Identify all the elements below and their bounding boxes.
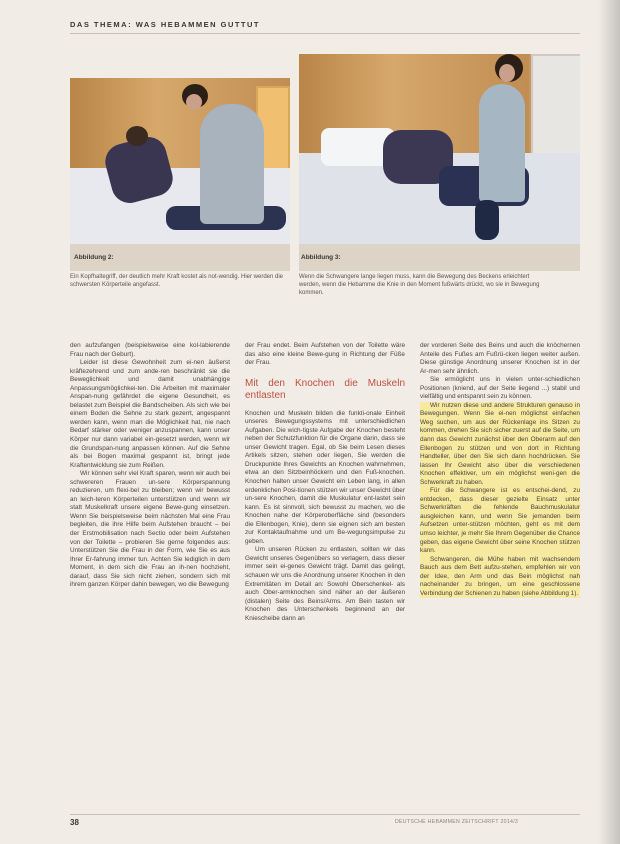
highlighted-paragraph: Wir nutzen diese und andere Strukturen genauso in Bewegungen. Wenn Sie ei-nen möglichst einfachen Weg suchen, um aus der Rückenlage ins Sitzen zu kommen, drehen Sie sich sicher zuerst auf die Seite, um dann das Gewicht zunächst über den Oberarm auf den Ellenbogen zu stützen und von dort in Richtung Handteller, über den Sie sich dann hochdrücken. Sie lassen Ihr Gewicht also über die verschiedenen Knochen effektiver, um ein möglichst weni-gen die Schwerkraft zu haben. <box>420 401 580 486</box>
paragraph: Knochen und Muskeln bilden die funkti-onale Einheit unseres Bewegungssystems mit unterschiedlichen Aufgaben. Die wich-tigste Aufgabe der Knochen besteht neben der Schutzfunktion für die Organe darin, dass sie unser Gewicht tragen. Egal, ob Sie beim Lesen dieses Artikels sitzen, stehen oder liegen, Sie werden die Druckpunkte Ihres Gewichts an Knochen wahrnehmen, etwa an den Sitzbeinhöckern und den Fuß-knochen. Knochen halten unser Gewicht ein Leben lang, in allen erdenklichen Posi-tionen stützen wir unser Gewicht über un-sere Knochen, damit die Muskulatur ent-lastet sein kann. Es ist sinnvoll, sich bewusst zu machen, wo die Knochen nahe der Körperoberfläche sind (besonders die Ellenbogen, Knie), denn sie eignen sich am besten zur Kontaktaufnahme und um Be-wegungsimpulse zu geben. <box>245 409 405 545</box>
figure-3-photo <box>299 54 580 244</box>
footer-rule <box>70 814 580 815</box>
header-title: WAS HEBAMMEN GUTTUT <box>135 20 261 29</box>
footer-source: DEUTSCHE HEBAMMEN ZEITSCHRIFT 2014/3 <box>395 819 519 825</box>
text-column-3 <box>420 342 580 598</box>
figure-3-label: Abbildung 3: <box>301 254 341 261</box>
figure-2-label: Abbildung 2: <box>74 254 114 261</box>
figure-3-caption-block <box>299 244 580 271</box>
figure-3-caption: Wenn die Schwangere lange liegen muss, kann die Bewegung des Beckens erleichtert werden, wenn die Hebamme die Knie in den Moment fußwärts drückt, wo sie in Bewegung kommen. <box>299 274 540 296</box>
text-column-1 <box>70 342 230 590</box>
highlighted-paragraph: Für die Schwangere ist es entschei-dend, zu entdecken, dass dieser gezielte Einsatz unter Schwerkräften die fehlende Bauchmuskulatur ausgleichen kann, und wenn Sie jemanden beim Aufsetzen unter-stützen möchten, geht es mit dem umso leichter, je mehr Sie Ihrem Gegenüber die Chance geben, das eigene Gewicht über seine Knochen stützen kann. <box>420 487 580 555</box>
text-column-2 <box>245 342 405 623</box>
figure-2-photo <box>70 78 290 244</box>
paragraph: der Frau endet. Beim Aufstehen von der Toilette wäre das also eine kleine Bewe-gung in Richtung der Füße der Frau. <box>245 342 405 367</box>
paragraph: Um unseren Rücken zu entlasten, sollten wir das Gewicht unseres Gegenübers so verlagern, dass dieser immer sein ei-genes Gewicht trägt. Damit das gelingt, schauen wir uns die Anordnung unserer Knochen in den Extremitäten im Detail an: Sowohl Oberschenkel- als auch Ober-armknochen sind näher an der äußeren (distalen) Seite des Beins/Arms. Am Bein tasten wir Knochen des Unterschenkels beginnend an der Kniescheibe dann an <box>245 546 405 622</box>
paragraph: Wir können sehr viel Kraft sparen, wenn wir auch bei schwereren Frauen un-sere Körperspannung reduzieren, um flexi-bel zu bleiben; wenn wir bewusst an leich-teren Körperteilen unterstützen und wenn wir statt Muskelkraft unsere eigene Bewe-gung einsetzen. Wenn Sie beispielsweise beim nächsten Mal eine Frau begleiten, die ihre Hilfe beim Aufstehen braucht – bei der Erstmobilisation nach Sectio oder beim Aufstehen von der Toilette – probieren Sie gerne folgendes aus: Unterstützen Sie die Frau in der Form, wie Sie es aus Ihrer Er-fahrung immer tun. Achten Sie lediglich in dem Moment, in dem sich die Frau an ih-nen hochzieht, darauf, dass Sie sich nicht ziehen, sondern sich mit ihrem ganzen Körper dahin bewegen, wo die Bewegung <box>70 470 230 589</box>
header-prefix: DAS THEMA: <box>70 20 133 29</box>
figure-2-caption: Ein Kopfhaltegriff, der deutlich mehr Kraft kostet als not-wendig. Hier werden die schwersten Körperteile angefasst. <box>70 274 283 288</box>
paragraph: der vorderen Seite des Beins und auch die knöchernen Anteile des Fußes am Fußrü-cken liegen weiter außen. Diese günstige Anordnung unserer Knochen ist in der Ar-men sehr ähnlich. <box>420 342 580 375</box>
page-number: 38 <box>70 818 79 827</box>
header-rule <box>70 33 580 34</box>
running-header <box>70 20 260 29</box>
highlighted-paragraph: Schwangeren, die Mühe haben mit wachsendem Bauch aus dem Bett aufzu-stehen, empfehlen wir von der Idee, den Arm und das Bein möglichst nah nacheinander zu bringen, um eine geschlossene Verbindung der Schienen zu haben (siehe Abbildung 1). <box>420 555 580 597</box>
paragraph: den aufzufangen (beispielsweise eine kol-labierende Frau nach der Geburt). <box>70 342 230 358</box>
section-heading: Mit den Knochen die Muskeln entlasten <box>245 377 405 401</box>
paragraph: Leider ist diese Gewohnheit zum ei-nen äußerst kräftezehrend und zum ande-ren beschränkt sie die Beweglichkeit und damit unabhängige Anpassungsmöglichkei-ten. Die Arbeiten mit maximaler Anspan-nung gefährdet die eigene Gesundheit, es belastet zum Beispiel die Bandscheiben. Als sich wie bei einem Boden die Sehne zu stark gezerrt, angespannt werden kann, wenn man die Möglichkeit hat, nie nach Bedarf stärker oder weniger anzuspannen, kann unser Körper nur dann variabel ein-gesetzt werden, wenn wir die Grundspan-nung anpassen können. Auf die Sehne als bei Bogen maximal gespannt ist, bringt jede Kraftentwicklung sie zum Reißen. <box>70 359 230 469</box>
page-edge-shadow <box>598 0 620 844</box>
paragraph: Sie ermöglicht uns in vielen unter-schiedlichen Positionen (kniend, auf der Seite liegend ...) stabil und vielfältig und entspannt sein zu können. <box>420 376 580 401</box>
